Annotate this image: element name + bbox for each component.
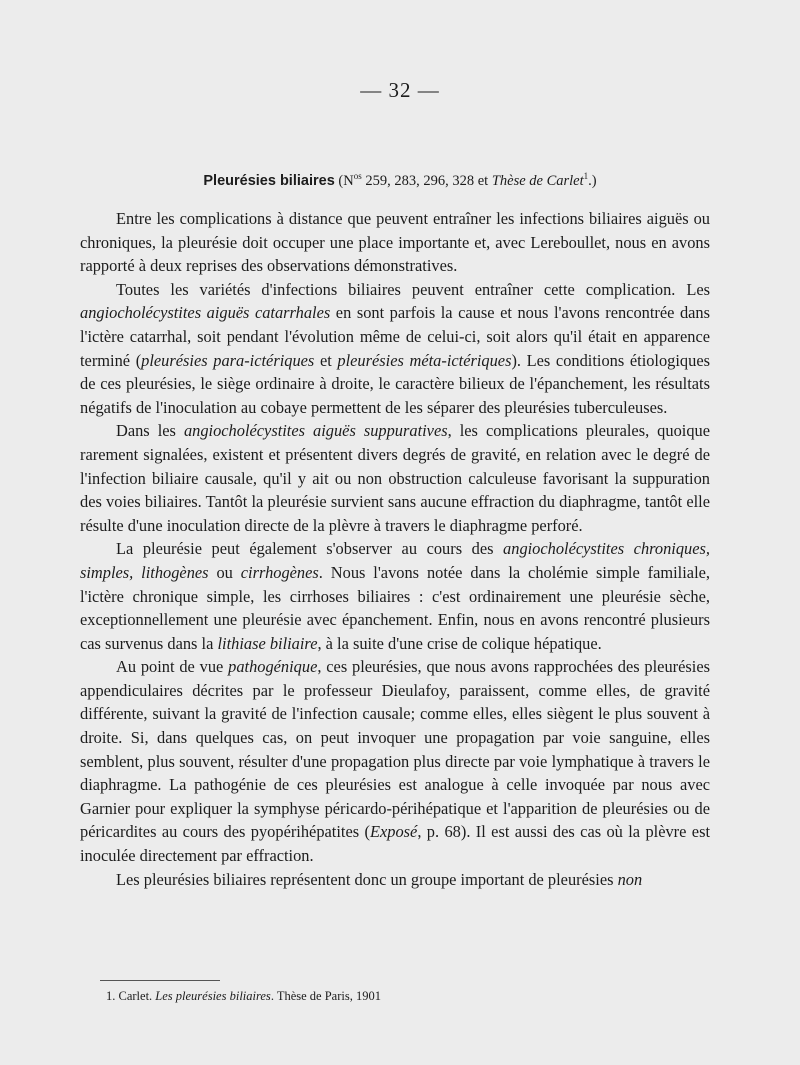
italic-term: lithiase biliaire	[217, 633, 318, 653]
thesis-reference: Thèse de Carlet	[491, 172, 584, 189]
italic-term: non	[617, 869, 643, 889]
text-run: La pleurésie peut également s'observer au cours des	[116, 539, 504, 559]
text-run: Au point de vue	[116, 657, 229, 677]
footnote-rule	[100, 980, 220, 981]
references-open: (N	[338, 172, 354, 189]
text-run: , les complications pleurales, quoique rarement signalées, existent et présentent divers degrés de gravité, en relation avec le degré de l'infection biliaire causale, qu'il y ait ou non obstruction calculeuse favorisant la suppuration des voies biliaires. Tantôt la pleurésie survient sans aucune effraction du diaphragme, tantôt elle résulte d'une inoculation directe de la plèvre à travers le diaphragme perforé.	[80, 421, 710, 535]
section-title: Pleurésies biliaires	[203, 172, 335, 189]
italic-term: angiocholécystites aiguës catarrhales	[80, 303, 331, 323]
text-run: , à la suite d'une crise de colique hépatique.	[317, 633, 602, 653]
italic-term: cirrhogènes	[240, 562, 319, 582]
italic-term: pleurésies para-ictériques	[141, 350, 315, 370]
text-run: Dans les	[116, 421, 184, 441]
section-heading	[0, 171, 800, 190]
text-run: , p. 68). Il est aussi des cas où la plèvre est inoculée directement par effraction.	[80, 822, 710, 866]
text-run: Toutes les variétés d'infections biliaires peuvent entraîner cette complication. Les	[116, 279, 710, 299]
text-run: . Nous l'avons notée dans la cholémie simple familiale, l'ictère chronique simple, les cirrhoses biliaires : c'est ordinairement une pleurésie sèche, exceptionnellement une pleurésie avec épanchement. Enfin, nous en avons rencontré plusieurs cas survenus dans la	[80, 562, 710, 653]
text-run: en sont parfois la cause et nous l'avons rencontrée dans l'ictère catarrhal, soit pendant l'évolution même de celui-ci, soit alors qu'il était en apparence terminé (	[80, 303, 710, 370]
text-run: ou	[208, 562, 241, 582]
footnote	[106, 989, 381, 1004]
paragraph	[80, 278, 710, 420]
footnote-number: 1.	[106, 989, 116, 1003]
paragraph	[80, 868, 710, 892]
references-close: .)	[588, 172, 597, 189]
italic-term: pleurésies méta-ictériques	[337, 350, 512, 370]
references-numbers: 259, 283, 296, 328 et	[361, 172, 492, 189]
body-text	[80, 207, 710, 891]
italic-term: Exposé	[369, 822, 418, 842]
paragraph	[80, 537, 710, 655]
text-run: et	[314, 350, 338, 370]
italic-term: pathogénique	[228, 657, 318, 677]
text-run: Entre les complications à distance que peuvent entraîner les infections biliaires aiguës ou chroniques, la pleurésie doit occuper une place importante et, avec Lereboullet, nous en avons rapporté à deux reprises des observations démonstratives.	[80, 209, 710, 276]
footnote-title: Les pleurésies biliaires	[155, 989, 271, 1003]
italic-term: angiocholécystites aiguës suppuratives	[183, 421, 448, 441]
italic-term: angiocholécystites chroniques, simples, lithogènes	[80, 539, 711, 582]
page-number: — 32 —	[360, 78, 440, 102]
references-sup: os	[353, 171, 362, 181]
footnote-rest: . Thèse de Paris, 1901	[270, 989, 381, 1003]
text-run: ). Les conditions étiologiques de ces pleurésies, le siège ordinaire à droite, le caractère bilieux de l'épanchement, les résultats négatifs de l'inoculation au cobaye permettent de les séparer des pleurésies tuberculeuses.	[80, 350, 710, 417]
text-run: , ces pleurésies, que nous avons rapprochées des pleurésies appendiculaires décrites par le professeur Dieulafoy, paraissent, comme elles, de gravité différente, suivant la gravité de l'infection causale; comme elles, elles siègent le plus souvent à droite. Si, dans quelques cas, on peut invoquer une propagation par voie sanguine, elles semblent, plus souvent, résulter d'une propagation plus directe par voie lymphatique à travers le diaphragme. La pathogénie de ces pleurésies est analogue à celle invoquée par nous avec Garnier pour expliquer la symphyse péricardo-périhépatique et l'apparition de pleurésies ou de péricardites au cours des pyopérihépatites (	[80, 657, 710, 842]
paragraph	[80, 207, 710, 278]
footnote-mark: 1	[583, 171, 589, 181]
paragraph	[80, 419, 710, 537]
text-run: Les pleurésies biliaires représentent donc un groupe important de pleurésies	[116, 869, 618, 889]
paragraph	[80, 655, 710, 867]
footnote-author: Carlet.	[115, 989, 156, 1003]
